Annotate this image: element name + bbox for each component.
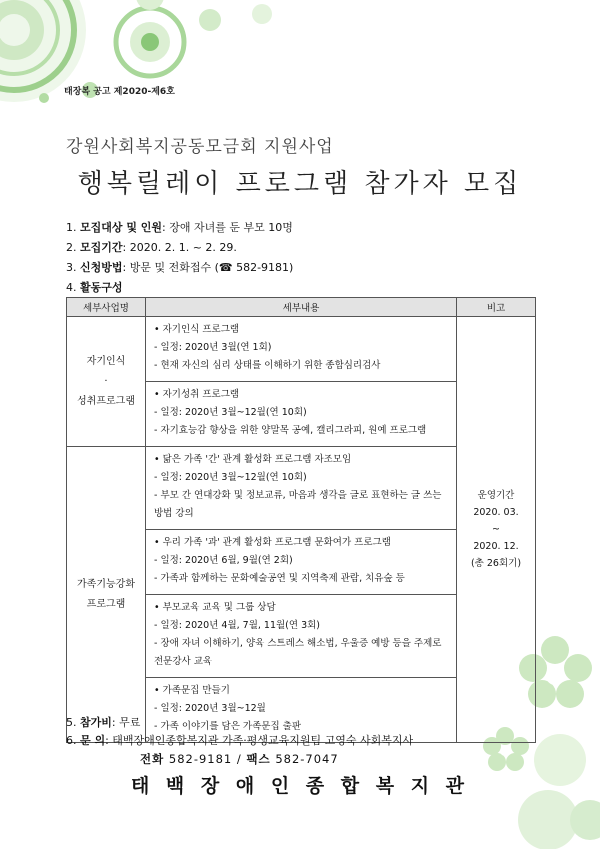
organization-name: 태 백 장 애 인 종 합 복 지 관 xyxy=(130,775,470,797)
header-program: 세부사업명 xyxy=(67,298,146,317)
item-inquiry-value: 태백장애인종합복지관 가족·평생교육지원팀 고영숙 사회복지사 xyxy=(112,734,414,747)
item-fee: 5. 참가비: 무료 xyxy=(66,716,141,729)
item-activity-label: 활동구성 xyxy=(80,281,123,294)
category-self-awareness: 자기인식 · 성취프로그램 xyxy=(67,317,146,447)
item-inquiry-label: 문 의 xyxy=(80,734,106,747)
item-activity: 4. 활동구성 xyxy=(66,281,123,294)
phone-label: 전화 xyxy=(140,752,165,766)
footer-info-list xyxy=(66,714,413,750)
activity-table xyxy=(66,297,536,743)
recruit-info-list xyxy=(66,218,293,298)
note-operation-period: 운영기간 2020. 03. ~ 2020. 12. (총 26회기) xyxy=(457,317,536,743)
item-inquiry: 6. 문 의: 태백장애인종합복지관 가족·평생교육지원팀 고영숙 사회복지사 xyxy=(66,734,414,747)
detail-culture-leisure: • 우리 가족 '과' 관계 활성화 프로그램 문화여가 프로그램 - 일정: 2020년 6월, 9월(연 2회) - 가족과 함께하는 문화예술공연 및 지역축제 관람, 치유숲 등 xyxy=(146,530,457,595)
detail-self-awareness: • 자기인식 프로그램 - 일정: 2020년 3월(연 1회) - 현재 자신의 심리 상태를 이해하기 위한 종합심리검사 xyxy=(146,317,457,382)
detail-family-collection: • 가족문집 만들기 - 일정: 2020년 3월~12월 - 가족 이야기를 담은 가족문집 출판 xyxy=(146,678,457,743)
item-period-label: 모집기간 xyxy=(80,241,123,254)
support-line: 강원사회복지공동모금회 지원사업 xyxy=(66,137,334,157)
phone-number: 582-9181 xyxy=(168,752,233,766)
table-header-row xyxy=(67,298,536,317)
contact-line: 전화 582-9181 / 팩스 582-7047 xyxy=(140,752,339,766)
table-row xyxy=(67,317,536,382)
category-family-function: 가족기능강화 프로그램 xyxy=(67,447,146,743)
header-note: 비고 xyxy=(457,298,536,317)
fax-number: 582-7047 xyxy=(275,752,339,766)
item-method: 3. 신청방법: 방문 및 전화접수 (☎ 582-9181) xyxy=(66,261,294,274)
notice-number: 태장복 공고 제2020-제6호 xyxy=(64,87,175,97)
header-details: 세부내용 xyxy=(146,298,457,317)
fax-label: 팩스 xyxy=(246,752,271,766)
item-target-label: 모집대상 및 인원 xyxy=(80,221,163,234)
item-method-value: 방문 및 전화접수 (☎ 582-9181) xyxy=(129,261,294,274)
item-fee-value: 무료 xyxy=(119,716,141,729)
page-title: 행복릴레이 프로그램 참가자 모집 xyxy=(77,169,523,199)
item-method-label: 신청방법 xyxy=(80,261,123,274)
detail-parent-education: • 부모교육 교육 및 그룹 상담 - 일정: 2020년 4월, 7월, 11월(연 3회) - 장애 자녀 이해하기, 양육 스트레스 해소법, 우울증 예방 등을 주제로 전문강사 교육 xyxy=(146,595,457,678)
item-fee-label: 참가비 xyxy=(80,716,112,729)
detail-self-achievement: • 자기성취 프로그램 - 일정: 2020년 3월~12월(연 10회) - 자기효능감 향상을 위한 양말목 공예, 캘리그라피, 원예 프로그램 xyxy=(146,382,457,447)
item-period-value: 2020. 2. 1. ~ 2. 29. xyxy=(129,241,237,254)
item-target-value: 장애 자녀를 둔 부모 10명 xyxy=(169,221,293,234)
item-period: 2. 모집기간: 2020. 2. 1. ~ 2. 29. xyxy=(66,241,237,254)
item-target: 1. 모집대상 및 인원: 장애 자녀를 둔 부모 10명 xyxy=(66,221,293,234)
detail-self-help-group: • 닮은 가족 '간' 관계 활성화 프로그램 자조모임 - 일정: 2020년 3월~12월(연 10회) - 부모 간 연대강화 및 정보교류, 마음과 생각을 글로 표현하는 글 쓰는 방법 강의 xyxy=(146,447,457,530)
